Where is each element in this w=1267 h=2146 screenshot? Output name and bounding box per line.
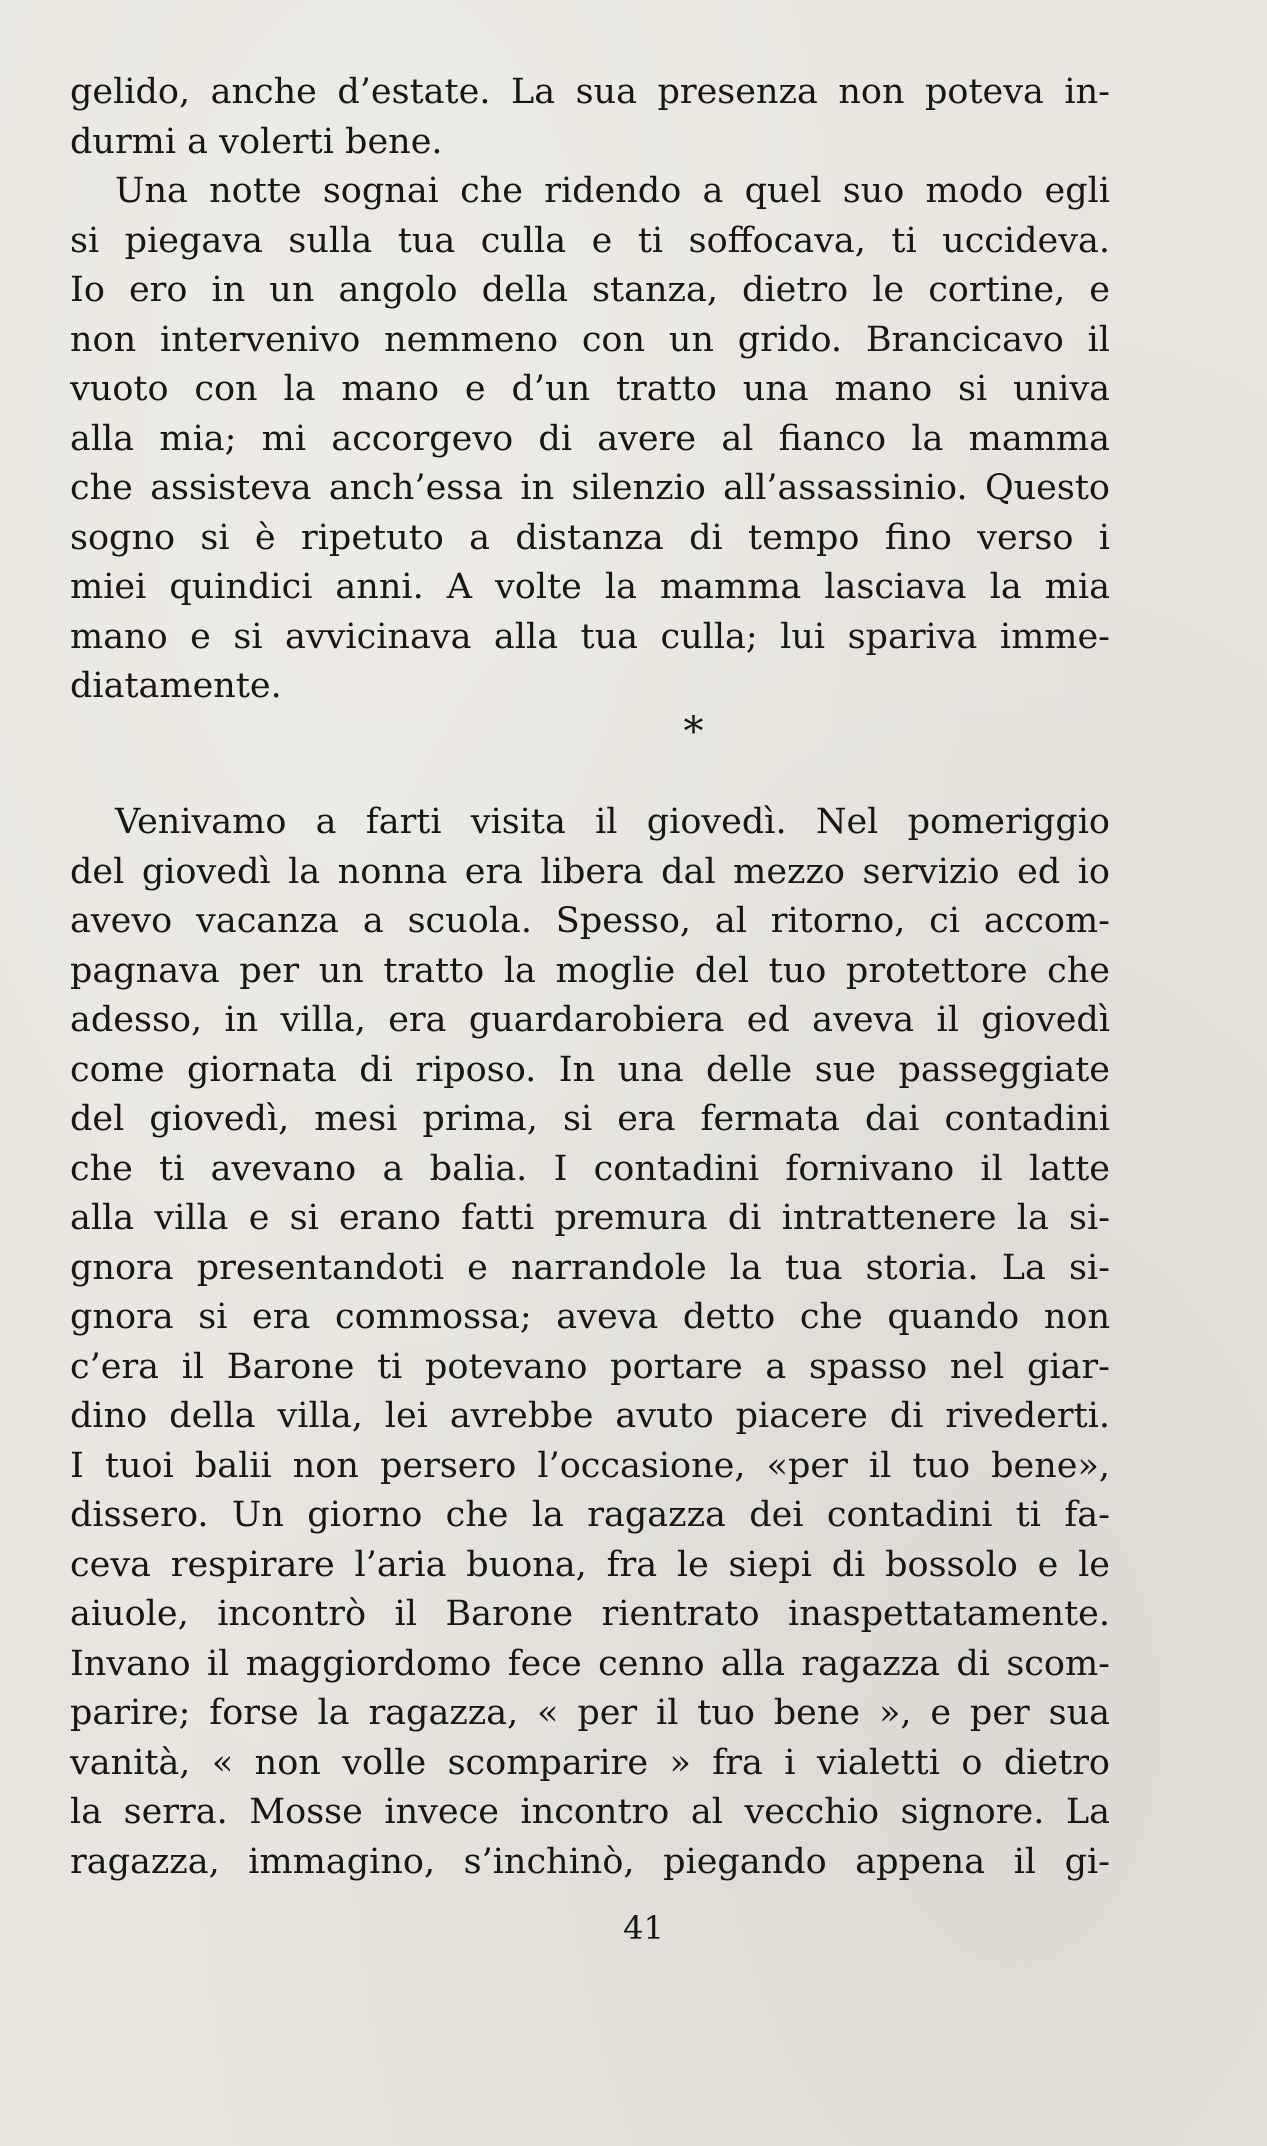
text-block-top <box>70 68 1110 712</box>
text-line: come giornata di riposo. In una delle sue passeggiate <box>70 1049 1110 1090</box>
text-line: la serra. Mosse invece incontro al vecchio signore. La <box>70 1792 1110 1832</box>
text-line: del giovedì, mesi prima, si era fermata dai contadini <box>70 1099 1110 1139</box>
page-number: 41 <box>623 1909 664 1947</box>
text-line: ceva respirare l’aria buona, fra le siepi di bossolo e le <box>70 1544 1110 1585</box>
text-line: che ti avevano a balia. I contadini fornivano il latte <box>70 1148 1110 1189</box>
text-line: parire; forse la ragazza, « per il tuo bene », e per sua <box>70 1693 1110 1733</box>
text-line: c’era il Barone ti potevano portare a spasso nel giar- <box>70 1346 1110 1387</box>
text-line: dissero. Un giorno che la ragazza dei contadini ti fa- <box>70 1495 1110 1535</box>
paragraph-2 <box>70 167 1110 712</box>
text-line: si piegava sulla tua culla e ti soffocava, ti uccideva. <box>70 220 1110 261</box>
text-line: mano e si avvicinava alla tua culla; lui spariva imme- <box>70 616 1110 657</box>
text-line: vanità, « non volle scomparire » fra i vialetti o dietro <box>70 1742 1110 1783</box>
text-line: Venivamo a farti visita il giovedì. Nel pomeriggio <box>115 802 1110 842</box>
text-line: I tuoi balii non persero l’occasione, «per il tuo bene», <box>70 1445 1110 1486</box>
text-line: Invano il maggiordomo fece cenno alla ragazza di scom- <box>70 1643 1110 1684</box>
text-line: ragazza, immagino, s’inchinò, piegando appena il gi- <box>70 1841 1110 1882</box>
text-line: Io ero in un angolo della stanza, dietro le cortine, e <box>70 270 1110 310</box>
text-line: che assisteva anch’essa in silenzio all’assassinio. Questo <box>70 468 1110 508</box>
text-line: gnora si era commossa; aveva detto che quando non <box>70 1297 1110 1337</box>
text-line: gelido, anche d’estate. La sua presenza non poteva in- <box>70 72 1110 112</box>
paragraph-1 <box>70 68 1110 167</box>
text-line: sogno si è ripetuto a distanza di tempo fino verso i <box>70 517 1110 558</box>
text-line: Una notte sognai che ridendo a quel suo modo egli <box>115 171 1110 211</box>
text-line: diatamente. <box>70 666 282 706</box>
paragraph-3 <box>70 798 1110 1887</box>
text-line: del giovedì la nonna era libera dal mezzo servizio ed io <box>70 851 1110 892</box>
text-line: alla villa e si erano fatti premura di intrattenere la si- <box>70 1198 1110 1238</box>
text-line: pagnava per un tratto la moglie del tuo protettore che <box>70 950 1110 991</box>
text-line: dino della villa, lei avrebbe avuto piacere di rivederti. <box>70 1396 1110 1436</box>
text-line: adesso, in villa, era guardarobiera ed aveva il giovedì <box>70 1000 1110 1040</box>
text-line: gnora presentandoti e narrandole la tua storia. La si- <box>70 1247 1110 1288</box>
text-block-bottom <box>70 798 1110 1887</box>
section-separator-asterisk: * <box>683 709 704 755</box>
text-line: aiuole, incontrò il Barone rientrato inaspettatamente. <box>70 1594 1110 1634</box>
text-line: alla mia; mi accorgevo di avere al fianco la mamma <box>70 418 1110 459</box>
text-line: non intervenivo nemmeno con un grido. Brancicavo il <box>70 319 1110 360</box>
text-line: vuoto con la mano e d’un tratto una mano si univa <box>70 369 1110 409</box>
text-line: avevo vacanza a scuola. Spesso, al ritorno, ci accom- <box>70 901 1110 941</box>
text-line: miei quindici anni. A volte la mamma lasciava la mia <box>70 567 1110 607</box>
text-line: durmi a volerti bene. <box>70 121 443 162</box>
